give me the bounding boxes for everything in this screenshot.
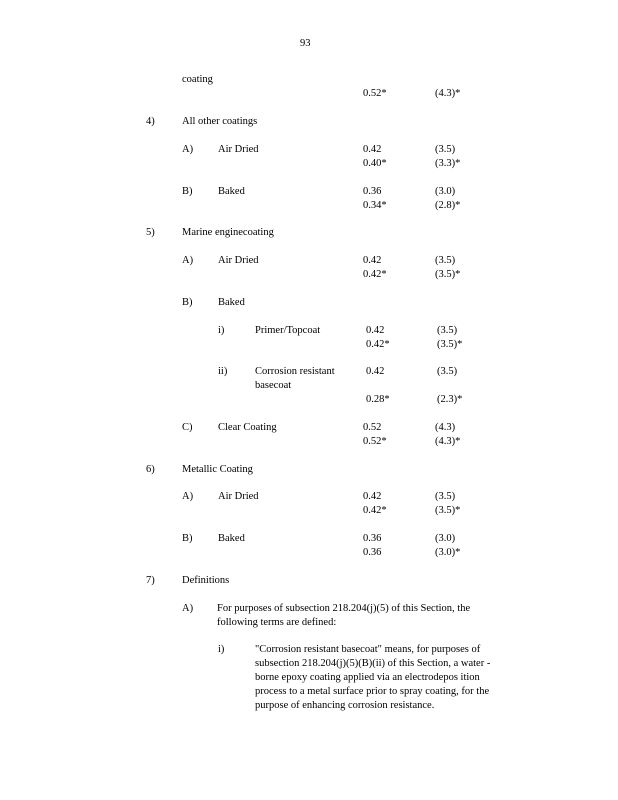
- item-5c-value: 0.52: [363, 422, 382, 433]
- item-4b-label: Baked: [218, 186, 245, 197]
- item-5b-i-value: 0.42: [366, 325, 385, 336]
- item-4-number: 4): [146, 116, 155, 127]
- continued-value-metric: (4.3)*: [435, 88, 461, 99]
- item-6b-value-alt-metric: (3.0)*: [435, 547, 461, 558]
- item-7a-letter: A): [182, 603, 194, 614]
- item-5b-ii-value-alt-metric: (2.3)*: [437, 394, 463, 405]
- item-5b-i-label: Primer/Topcoat: [255, 325, 321, 336]
- item-6a-letter: A): [182, 491, 194, 502]
- item-5-number: 5): [146, 227, 155, 238]
- item-5b-letter: B): [182, 297, 193, 308]
- page-number: 93: [300, 38, 311, 49]
- definition-line-5: purpose of enhancing corrosion resistance.: [255, 700, 435, 711]
- item-4a-letter: A): [182, 144, 194, 155]
- item-4b-value-alt-metric: (2.8)*: [435, 200, 461, 211]
- item-4b-value: 0.36: [363, 186, 382, 197]
- item-5a-value-alt-metric: (3.5)*: [435, 269, 461, 280]
- item-5b-ii-value-alt: 0.28*: [366, 394, 390, 405]
- item-5c-label: Clear Coating: [218, 422, 277, 433]
- item-4-title: All other coatings: [182, 116, 258, 127]
- item-7a-text-line1: For purposes of subsection 218.204(j)(5) of this Section, the: [217, 603, 471, 614]
- item-5c-letter: C): [182, 422, 193, 433]
- item-5b-i-value-alt: 0.42*: [366, 339, 390, 350]
- item-5a-value: 0.42: [363, 255, 382, 266]
- item-4a-value: 0.42: [363, 144, 382, 155]
- item-5a-value-metric: (3.5): [435, 255, 456, 266]
- item-5b-ii-value-metric: (3.5): [437, 366, 458, 377]
- item-5a-label: Air Dried: [218, 255, 259, 266]
- item-7-number: 7): [146, 575, 155, 586]
- item-5c-value-alt-metric: (4.3)*: [435, 436, 461, 447]
- item-7a-i-roman: i): [218, 644, 225, 655]
- definition-line-3: borne epoxy coating applied via an electrodepos ition: [255, 672, 480, 683]
- item-4b-value-alt: 0.34*: [363, 200, 387, 211]
- item-4a-value-metric: (3.5): [435, 144, 456, 155]
- item-7-title: Definitions: [182, 575, 230, 586]
- definition-line-1: "Corrosion resistant basecoat" means, for purposes of: [255, 644, 481, 655]
- item-5b-i-value-metric: (3.5): [437, 325, 458, 336]
- item-5b-label: Baked: [218, 297, 245, 308]
- item-6b-letter: B): [182, 533, 193, 544]
- continued-value: 0.52*: [363, 88, 387, 99]
- item-5-title: Marine enginecoating: [182, 227, 274, 238]
- item-5b-ii-label-line1: Corrosion resistant: [255, 366, 335, 377]
- item-6b-label: Baked: [218, 533, 245, 544]
- item-4b-value-metric: (3.0): [435, 186, 456, 197]
- item-5b-i-value-alt-metric: (3.5)*: [437, 339, 463, 350]
- definition-line-4: process to a metal surface prior to spray coating, for the: [255, 686, 490, 697]
- item-6b-value-metric: (3.0): [435, 533, 456, 544]
- item-6a-value: 0.42: [363, 491, 382, 502]
- item-5b-ii-value: 0.42: [366, 366, 385, 377]
- item-5b-ii-roman: ii): [218, 366, 228, 377]
- item-4a-label: Air Dried: [218, 144, 259, 155]
- item-5b-i-roman: i): [218, 325, 225, 336]
- item-5b-ii-label-line2: basecoat: [255, 380, 292, 391]
- item-5a-value-alt: 0.42*: [363, 269, 387, 280]
- item-6-title: Metallic Coating: [182, 464, 253, 475]
- item-6b-value: 0.36: [363, 533, 382, 544]
- item-6a-value-metric: (3.5): [435, 491, 456, 502]
- definition-line-2: subsection 218.204(j)(5)(B)(ii) of this Section, a water -: [255, 658, 491, 669]
- item-4a-value-alt: 0.40*: [363, 158, 387, 169]
- item-5c-value-metric: (4.3): [435, 422, 456, 433]
- item-7a-text-line2: following terms are defined:: [217, 617, 337, 628]
- item-6a-value-alt: 0.42*: [363, 505, 387, 516]
- item-5a-letter: A): [182, 255, 194, 266]
- item-6-number: 6): [146, 464, 155, 475]
- item-6a-label: Air Dried: [218, 491, 259, 502]
- item-4a-value-alt-metric: (3.3)*: [435, 158, 461, 169]
- item-4b-letter: B): [182, 186, 193, 197]
- item-6b-value-alt: 0.36: [363, 547, 382, 558]
- item-6a-value-alt-metric: (3.5)*: [435, 505, 461, 516]
- item-5c-value-alt: 0.52*: [363, 436, 387, 447]
- continued-label: coating: [182, 74, 213, 85]
